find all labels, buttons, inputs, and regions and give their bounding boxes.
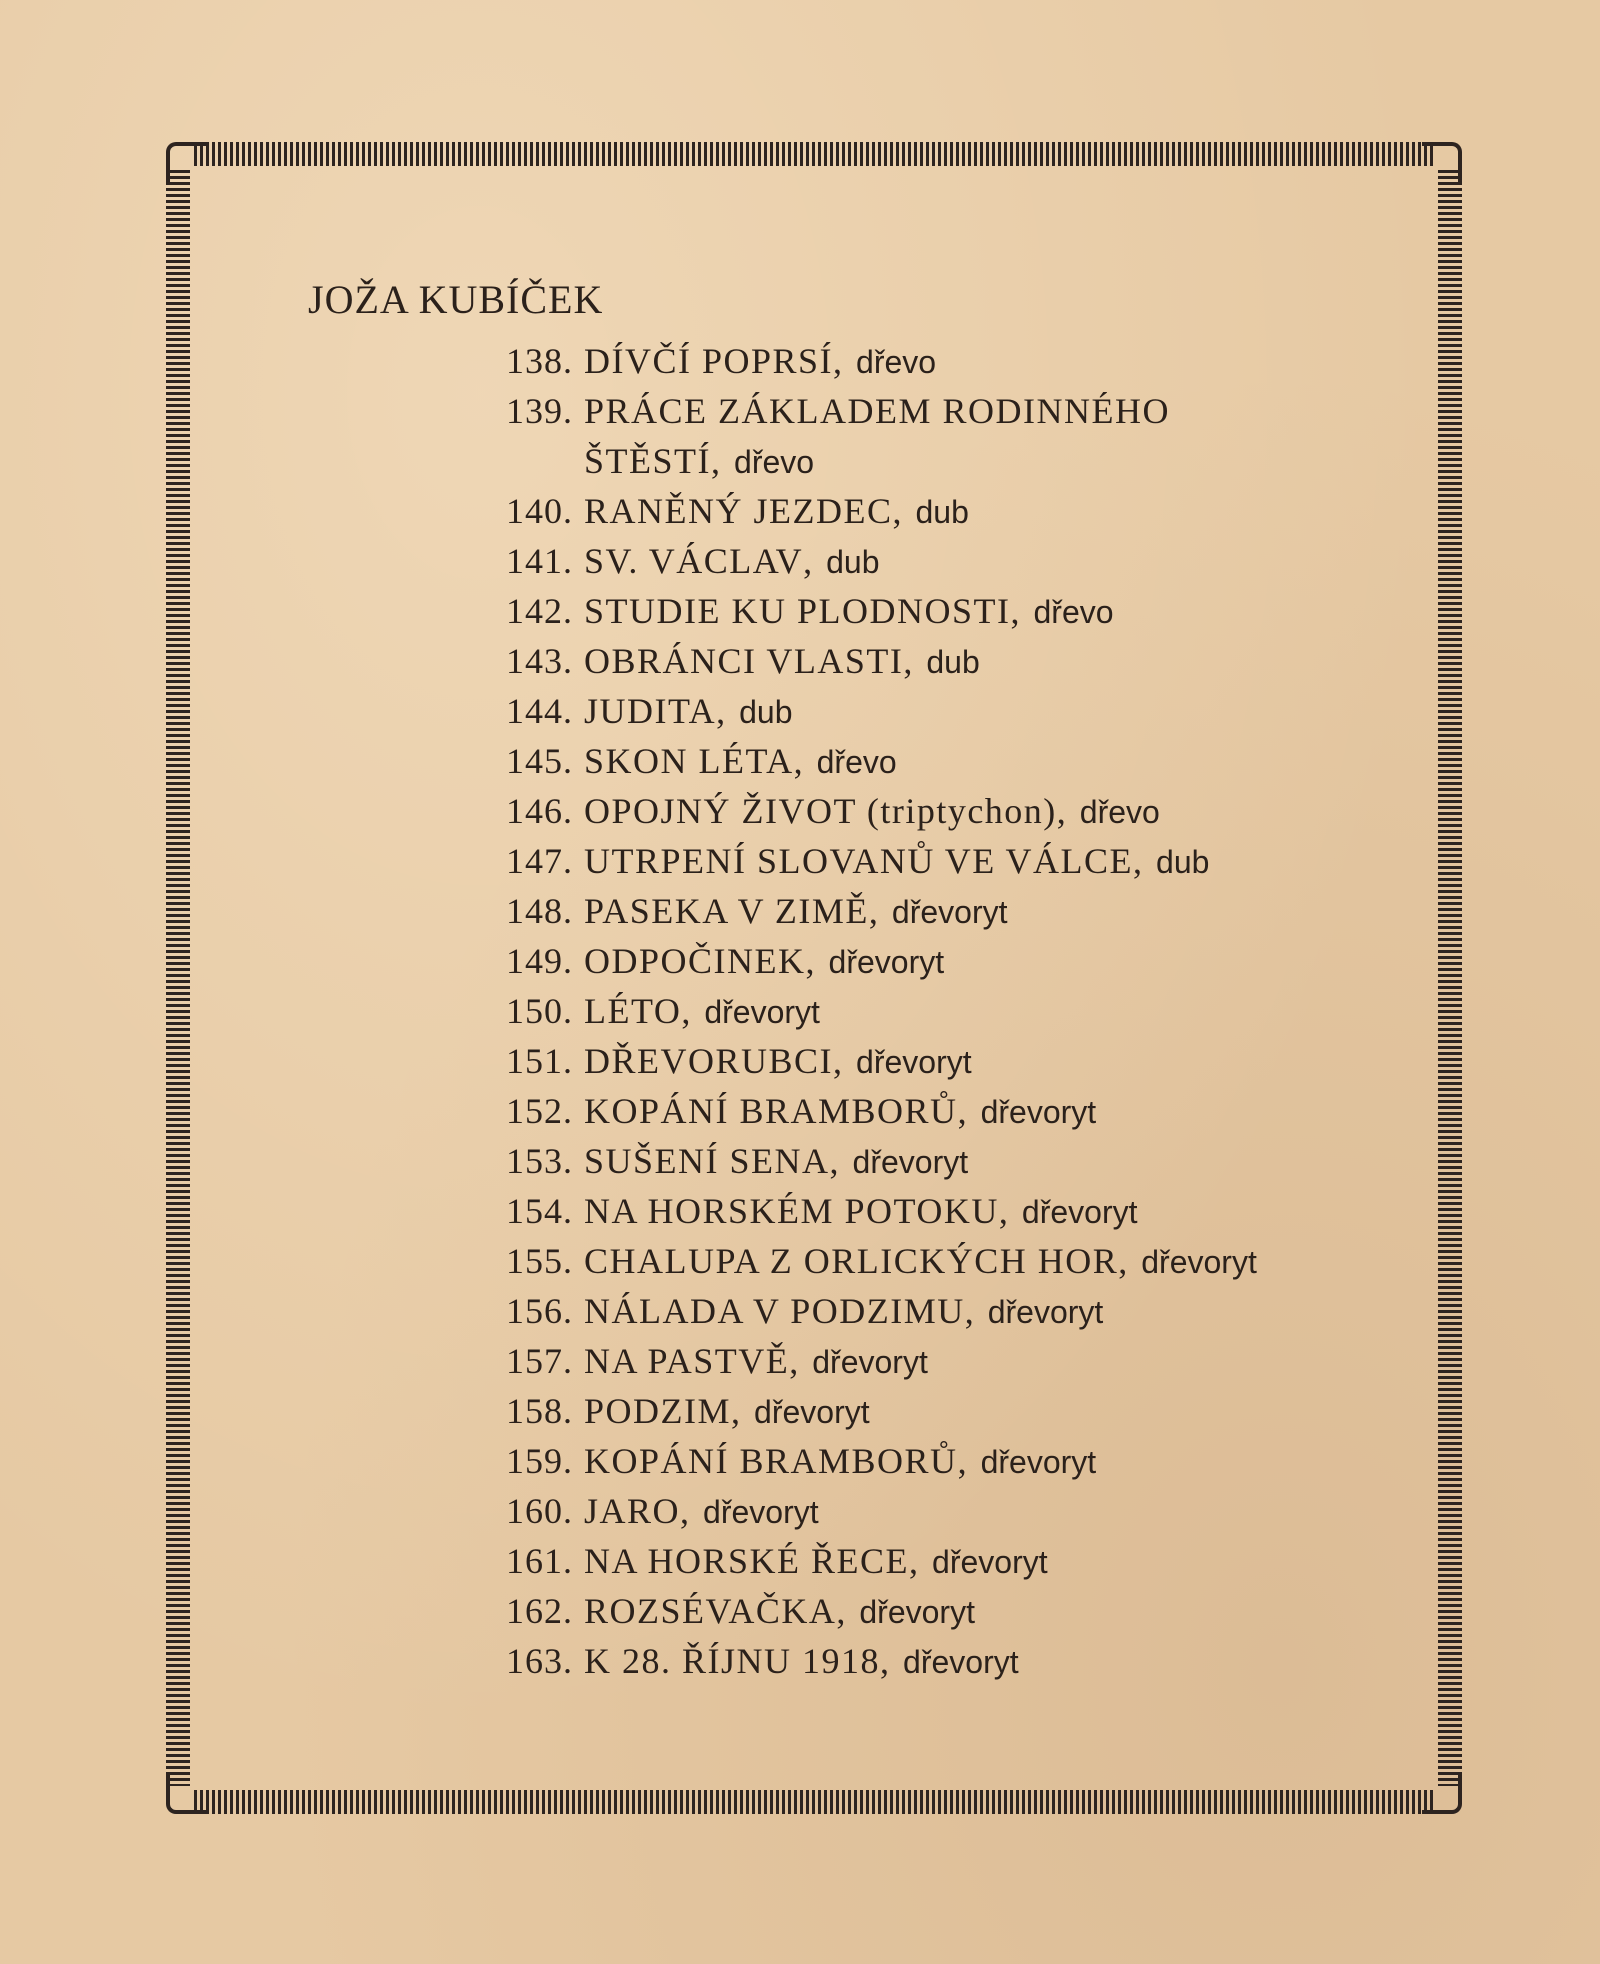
entry-number: 160. (506, 1491, 573, 1531)
corner-bottom-left (166, 1774, 206, 1814)
entry-title: NA HORSKÉ ŘECE (584, 1541, 910, 1581)
entry-material: dřevoryt (891, 894, 1008, 930)
catalog-entry-continuation: ŠTĚSTÍ , dřevo (506, 436, 1257, 486)
corner-bottom-right (1422, 1774, 1462, 1814)
entry-material: dřevoryt (812, 1344, 928, 1380)
entry-number: 146. (506, 791, 573, 831)
catalog-entry: 149. ODPOČINEK , dřevoryt (506, 936, 1257, 986)
catalog-entry (506, 386, 1257, 436)
entry-number: 159. (506, 1441, 573, 1481)
catalog-entry: 160. JARO , dřevoryt (506, 1486, 1257, 1536)
catalog-entry: 156. NÁLADA V PODZIMU , dřevoryt (506, 1286, 1257, 1336)
border-bottom (194, 1790, 1434, 1814)
entry-material: dřevoryt (704, 994, 820, 1030)
border-left (166, 170, 190, 1786)
entry-title: JARO (584, 1491, 681, 1531)
entry-title: PASEKA V ZIMĚ (584, 891, 869, 931)
entry-number: 154. (506, 1191, 573, 1231)
entry-number: 163. (506, 1641, 573, 1681)
catalog-entry: 151. DŘEVORUBCI , dřevoryt (506, 1036, 1257, 1086)
entry-number: 155. (506, 1241, 573, 1281)
border-top (194, 142, 1434, 166)
entry-material: dřevoryt (856, 1044, 972, 1080)
catalog-entry: 157. NA PASTVĚ , dřevoryt (506, 1336, 1257, 1386)
corner-top-left (166, 142, 206, 182)
catalog-entry: 153. SUŠENÍ SENA , dřevoryt (506, 1136, 1257, 1186)
entry-material: dřevoryt (852, 1144, 969, 1180)
entry-title: ODPOČINEK (584, 941, 806, 981)
entry-number: 162. (506, 1591, 573, 1631)
catalog-entry: 152. KOPÁNÍ BRAMBORŮ , dřevoryt (506, 1086, 1257, 1136)
entry-material: dřevo (1079, 794, 1160, 830)
entry-number: 149. (506, 941, 573, 981)
entry-material: dřevo (856, 344, 937, 380)
entry-material: dřevo (816, 744, 897, 780)
entry-number: 158. (506, 1391, 573, 1431)
catalog-entry: 154. NA HORSKÉM POTOKU , dřevoryt (506, 1186, 1257, 1236)
entry-material: dřevoryt (754, 1394, 870, 1430)
catalog-entry: 161. NA HORSKÉ ŘECE , dřevoryt (506, 1536, 1257, 1586)
entry-title: PRÁCE ZÁKLADEM RODINNÉHO (584, 391, 1170, 431)
entry-number: 145. (506, 741, 573, 781)
entry-number: 161. (506, 1541, 573, 1581)
catalog-entry: 141. SV. VÁCLAV , dub (506, 536, 1257, 586)
entry-title: CHALUPA Z ORLICKÝCH HOR (584, 1241, 1119, 1281)
entry-material: dřevoryt (903, 1644, 1019, 1680)
entry-number: 142. (506, 591, 573, 631)
entry-number: 140. (506, 491, 573, 531)
entry-number: 139. (506, 391, 573, 431)
entry-title: STUDIE KU PLODNOSTI (584, 591, 1011, 631)
entry-number: 138. (506, 341, 573, 381)
entry-title: K 28. ŘÍJNU 1918 (584, 1641, 881, 1681)
entry-title: JUDITA (584, 691, 717, 731)
entry-title: OBRÁNCI VLASTI (584, 641, 904, 681)
entry-material: dřevoryt (828, 944, 945, 980)
entry-number: 152. (506, 1091, 573, 1131)
entry-number: 156. (506, 1291, 573, 1331)
entry-title: SV. VÁCLAV (584, 541, 804, 581)
catalog-list (506, 336, 1257, 1686)
entry-number: 151. (506, 1041, 573, 1081)
catalog-entry: 155. CHALUPA Z ORLICKÝCH HOR , dřevoryt (506, 1236, 1257, 1286)
entry-number: 153. (506, 1141, 573, 1181)
entry-title: PODZIM (584, 1391, 732, 1431)
catalog-entry: 142. STUDIE KU PLODNOSTI , dřevo (506, 586, 1257, 636)
entry-title: SUŠENÍ SENA (584, 1141, 830, 1181)
catalog-entry: 143. OBRÁNCI VLASTI , dub (506, 636, 1257, 686)
entry-title: RANĚNÝ JEZDEC (584, 491, 893, 531)
author-heading: JOŽA KUBÍČEK (308, 277, 604, 322)
entry-material: dřevoryt (980, 1094, 1097, 1130)
entry-number: 143. (506, 641, 573, 681)
catalog-entry: 140. RANĚNÝ JEZDEC , dub (506, 486, 1257, 536)
entry-material: dřevoryt (1021, 1194, 1138, 1230)
entry-material: dub (915, 494, 969, 530)
entry-title: NA HORSKÉM POTOKU (584, 1191, 999, 1231)
catalog-entry: 138. DÍVČÍ POPRSÍ , dřevo (506, 336, 1257, 386)
catalog-entry: 163. K 28. ŘÍJNU 1918 , dřevoryt (506, 1636, 1257, 1686)
entry-material: dub (826, 544, 880, 580)
catalog-entry: 144. JUDITA , dub (506, 686, 1257, 736)
catalog-entry: 148. PASEKA V ZIMĚ , dřevoryt (506, 886, 1257, 936)
catalog-entry: 150. LÉTO , dřevoryt (506, 986, 1257, 1036)
entry-title: DŘEVORUBCI (584, 1041, 834, 1081)
entry-title: KOPÁNÍ BRAMBORŮ (584, 1441, 958, 1481)
entry-title: UTRPENÍ SLOVANŮ VE VÁLCE (584, 841, 1134, 881)
entry-material: dub (739, 694, 793, 730)
entry-title: LÉTO (584, 991, 682, 1031)
catalog-entry: 159. KOPÁNÍ BRAMBORŮ , dřevoryt (506, 1436, 1257, 1486)
entry-title: KOPÁNÍ BRAMBORŮ (584, 1091, 958, 1131)
entry-material: dřevoryt (859, 1594, 975, 1630)
catalog-entry: 145. SKON LÉTA , dřevo (506, 736, 1257, 786)
entry-material: dřevoryt (980, 1444, 1097, 1480)
entry-number: 144. (506, 691, 573, 731)
catalog-entry: 162. ROZSÉVAČKA , dřevoryt (506, 1586, 1257, 1636)
entry-title: SKON LÉTA (584, 741, 794, 781)
entry-title: NA PASTVĚ (584, 1341, 790, 1381)
entry-number: 157. (506, 1341, 573, 1381)
entry-title: ROZSÉVAČKA (584, 1591, 837, 1631)
entry-number: 147. (506, 841, 573, 881)
entry-title: DÍVČÍ POPRSÍ (584, 341, 834, 381)
catalog-entry: 146. OPOJNÝ ŽIVOT (triptychon) , dřevo (506, 786, 1257, 836)
entry-material: dub (926, 644, 980, 680)
entry-number: 148. (506, 891, 573, 931)
entry-title-continuation: ŠTĚSTÍ (584, 441, 712, 481)
entry-title: NÁLADA V PODZIMU (584, 1291, 965, 1331)
entry-material: dřevoryt (987, 1294, 1104, 1330)
catalog-entry: 147. UTRPENÍ SLOVANŮ VE VÁLCE , dub (506, 836, 1257, 886)
catalog-entry: 158. PODZIM , dřevoryt (506, 1386, 1257, 1436)
entry-title: OPOJNÝ ŽIVOT (triptychon) (584, 791, 1057, 831)
entry-material: dřevo (734, 444, 815, 480)
corner-top-right (1422, 142, 1462, 182)
entry-material: dřevoryt (703, 1494, 819, 1530)
entry-material: dřevoryt (932, 1544, 1048, 1580)
entry-number: 141. (506, 541, 573, 581)
entry-material: dřevo (1033, 594, 1114, 630)
entry-material: dub (1156, 844, 1210, 880)
entry-number: 150. (506, 991, 573, 1031)
entry-material: dřevoryt (1141, 1244, 1257, 1280)
border-right (1438, 170, 1462, 1786)
